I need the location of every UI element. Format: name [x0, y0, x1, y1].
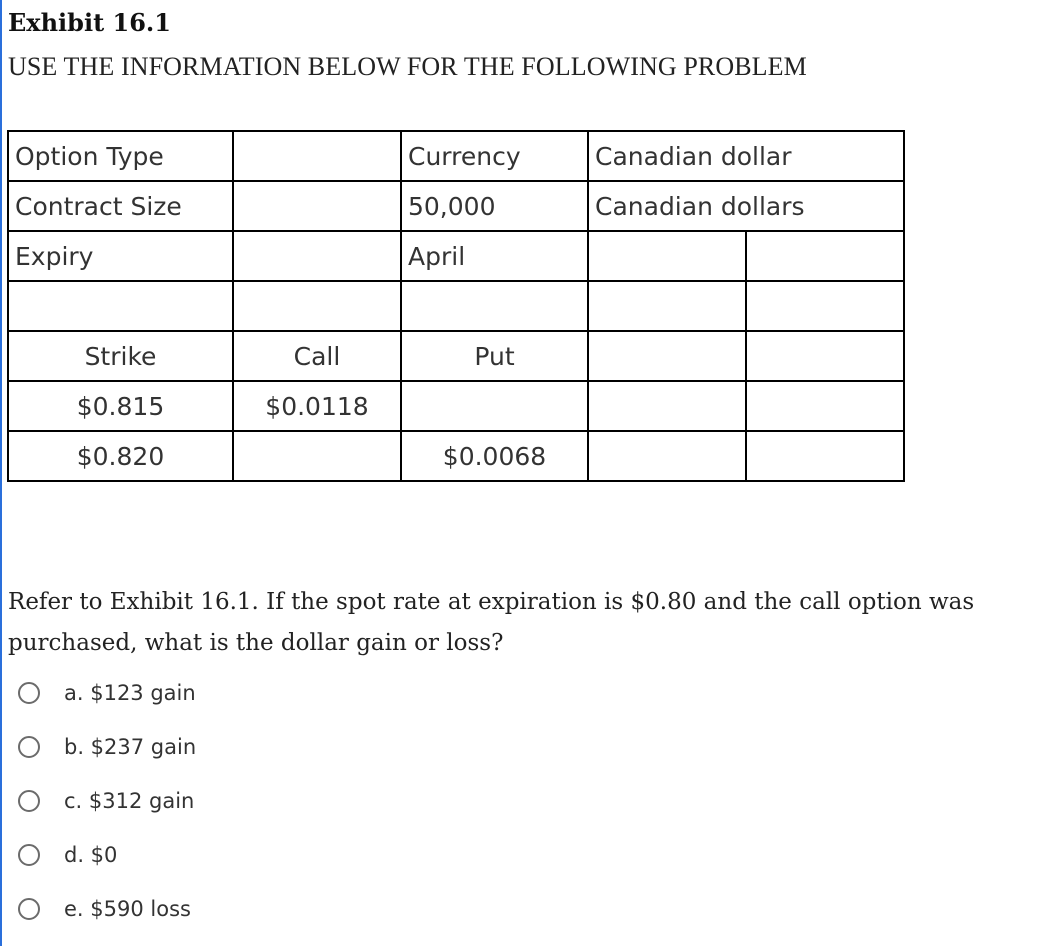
- info-key: April: [401, 231, 588, 281]
- table-cell: [401, 281, 588, 331]
- info-label: Option Type: [8, 131, 233, 181]
- left-accent-rule: [0, 0, 2, 946]
- put-premium: $0.0068: [401, 431, 588, 481]
- option-header-row: [8, 331, 904, 381]
- radio-button-icon[interactable]: [18, 682, 40, 704]
- call-premium: $0.0118: [233, 381, 401, 431]
- table-cell: [746, 331, 904, 381]
- answer-label: a. $123 gain: [64, 681, 196, 705]
- info-key: 50,000: [401, 181, 588, 231]
- table-row: [8, 181, 904, 231]
- answer-label: d. $0: [64, 843, 118, 867]
- answer-option-c[interactable]: [18, 774, 196, 828]
- table-cell: [588, 231, 746, 281]
- call-premium: [233, 431, 401, 481]
- info-label: Contract Size: [8, 181, 233, 231]
- radio-button-icon[interactable]: [18, 790, 40, 812]
- answer-label: b. $237 gain: [64, 735, 197, 759]
- answer-option-b[interactable]: [18, 720, 196, 774]
- option-row: [8, 431, 904, 481]
- table-cell: [588, 431, 746, 481]
- info-key: Currency: [401, 131, 588, 181]
- info-label: Expiry: [8, 231, 233, 281]
- put-header: Put: [401, 331, 588, 381]
- exhibit-table: [7, 130, 905, 482]
- table-cell: [233, 281, 401, 331]
- answer-options: [18, 666, 196, 936]
- strike-header: Strike: [8, 331, 233, 381]
- table-cell: [233, 231, 401, 281]
- question-text: Refer to Exhibit 16.1. If the spot rate at expiration is $0.80 and the call option was purchased, what is the dollar gain or loss?: [8, 589, 975, 656]
- call-header: Call: [233, 331, 401, 381]
- answer-option-d[interactable]: [18, 828, 196, 882]
- answer-option-e[interactable]: [18, 882, 196, 936]
- answer-label: e. $590 loss: [64, 897, 191, 921]
- table-cell: [746, 281, 904, 331]
- table-row: [8, 131, 904, 181]
- put-premium: [401, 381, 588, 431]
- strike-value: $0.820: [8, 431, 233, 481]
- table-row: [8, 231, 904, 281]
- radio-button-icon[interactable]: [18, 736, 40, 758]
- radio-button-icon[interactable]: [18, 898, 40, 920]
- radio-button-icon[interactable]: [18, 844, 40, 866]
- answer-option-a[interactable]: [18, 666, 196, 720]
- option-row: [8, 381, 904, 431]
- info-value: Canadian dollar: [588, 131, 904, 181]
- table-cell: [588, 381, 746, 431]
- table-cell: [588, 331, 746, 381]
- table-cell: [746, 381, 904, 431]
- table-row-empty: [8, 281, 904, 331]
- table-cell: [746, 231, 904, 281]
- strike-value: $0.815: [8, 381, 233, 431]
- info-value: Canadian dollars: [588, 181, 904, 231]
- table-cell: [746, 431, 904, 481]
- table-cell: [233, 131, 401, 181]
- exhibit-instructions: USE THE INFORMATION BELOW FOR THE FOLLOWING PROBLEM: [8, 52, 807, 81]
- answer-label: c. $312 gain: [64, 789, 195, 813]
- table-cell: [8, 281, 233, 331]
- table-cell: [233, 181, 401, 231]
- table-cell: [588, 281, 746, 331]
- exhibit-title: Exhibit 16.1: [8, 8, 171, 37]
